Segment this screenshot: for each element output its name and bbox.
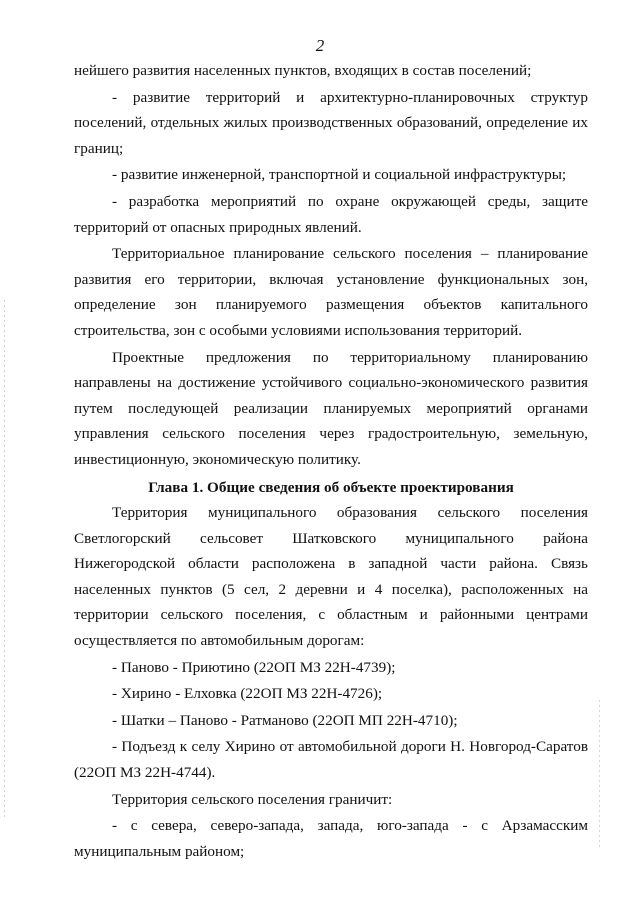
- paragraph-borders: Территория сельского поселения граничит:: [112, 790, 393, 808]
- road-item-1: - Паново - Приютино (22ОП МЗ 22Н-4739);: [112, 658, 396, 676]
- paragraph-territory-location: Территория муниципального образования сельского поселения Светлогорский сельсовет Шатковского муниципального района Нижегородской области расположена в западной части района. Связь населенных пунктов (5 сел, 2 деревни и 4 поселка), расположенных на территории сельского поселения, с областным и районными центрами осуществляется по автомобильным дорогам:: [74, 504, 588, 650]
- paragraph-continuation: нейшего развития населенных пунктов, входящих в состав поселений;: [74, 62, 532, 79]
- border-item-north: - с севера, северо-запада, запада, юго-запада - с Арзамасским муниципальным районом;: [74, 817, 588, 860]
- list-item-environment: - разработка мероприятий по охране окружающей среды, защите территорий от опасных природных явлений.: [74, 192, 588, 236]
- scan-edge-right: [599, 700, 600, 850]
- page-number: 2: [315, 36, 325, 55]
- road-item-4: - Подъезд к селу Хирино от автомобильной дороги Н. Новгород-Саратов (22ОП МЗ 22Н-4744).: [74, 738, 588, 782]
- paragraph-project-proposals: Проектные предложения по территориальному планированию направлены на достижение устойчивого социально-экономического развития путем последующей реализации планируемых мероприятий органами управления сельского поселения через градостроительную, земельную, инвестиционную, экономическую политику.: [74, 348, 588, 468]
- list-item-infrastructure: - развитие инженерной, транспортной и социальной инфраструктуры;: [112, 166, 567, 184]
- paragraph-territorial-planning: Территориальное планирование сельского поселения – планирование развития его территории, включая установление функциональных зон, определение зон планируемого размещения объектов капитального строительства, зон с особыми условиями использования территорий.: [74, 245, 588, 339]
- road-item-2: - Хирино - Елховка (22ОП МЗ 22Н-4726);: [112, 685, 383, 703]
- chapter-title: Глава 1. Общие сведения об объекте проектирования: [148, 478, 514, 496]
- scan-edge-left: [4, 300, 5, 820]
- list-item-territory-development: - развитие территорий и архитектурно-планировочных структур поселений, отдельных жилых производственных образований, определение их границ;: [74, 88, 588, 157]
- road-item-3: - Шатки – Паново - Ратманово (22ОП МП 22Н-4710);: [112, 711, 458, 729]
- document-body: [74, 58, 588, 864]
